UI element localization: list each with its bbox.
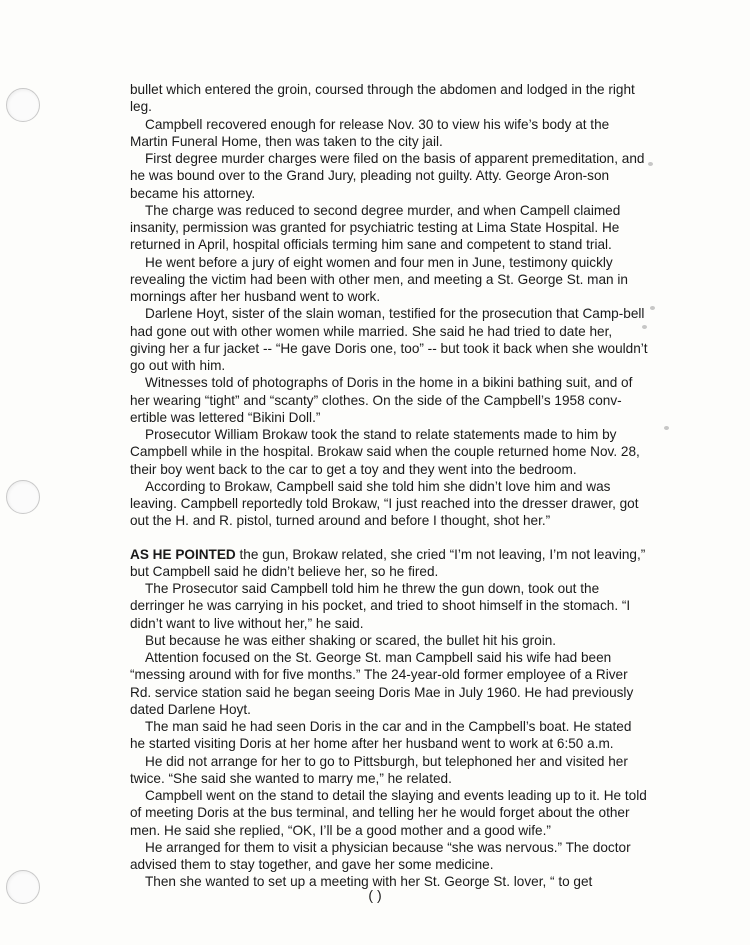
article-paragraph: According to Brokaw, Campbell said she told him she didn’t love him and was leaving. Campbell reportedly told Brokaw, “I just reached into the dresser drawer, got out the H. and R. pistol, turned around and before I thought, shot her.” — [130, 478, 639, 529]
punch-hole-top — [6, 88, 40, 122]
article-paragraph: He did not arrange for her to go to Pittsburgh, but telephoned her and visited her twice. “She said she wanted to marry me,” he related. — [130, 753, 628, 786]
article-paragraph-with-lead — [130, 546, 650, 581]
page-smudge — [650, 306, 655, 310]
article-paragraph: Attention focused on the St. George St. man Campbell said his wife had been “messing around with for five months.” The 24-year-old former employee of a River Rd. service station said he began seeing Doris Mae in July 1960. He had previously dated Darlene Hoyt. — [130, 650, 634, 717]
article-paragraph: Campbell recovered enough for release Nov. 30 to view his wife’s body at the Martin Funeral Home, then was taken to the city jail. — [130, 116, 610, 149]
article-body — [130, 81, 650, 891]
article-paragraph: Then she wanted to set up a meeting with her St. George St. lover, “ to get — [145, 874, 593, 890]
section-lead-in: AS HE POINTED — [130, 546, 236, 562]
article-paragraph: He arranged for them to visit a physician because “she was nervous.” The doctor advised them to stay together, and gave her some medicine. — [130, 839, 631, 872]
article-paragraph: But because he was either shaking or scared, the bullet hit his groin. — [145, 632, 557, 648]
article-paragraph: The man said he had seen Doris in the car and in the Campbell’s boat. He stated he started visiting Doris at her home after her husband went to work at 6:50 a.m. — [130, 719, 632, 752]
article-paragraph: bullet which entered the groin, coursed through the abdomen and lodged in the right leg. — [130, 82, 635, 115]
article-paragraph: He went before a jury of eight women and four men in June, testimony quickly revealing the victim had been with other men, and meeting a St. George St. man in mornings after her husband went to work. — [130, 254, 628, 304]
page-smudge — [664, 426, 669, 430]
article-paragraph: The Prosecutor said Campbell told him he threw the gun down, took out the derringer he was carrying in his pocket, and tried to shoot himself in the stomach. “I didn’t want to live without her,” he said. — [130, 581, 631, 631]
punch-hole-middle — [6, 480, 40, 514]
article-paragraph: The charge was reduced to second degree murder, and when Campell claimed insanity, permission was granted for psychiatric testing at Lima State Hospital. He returned in April, hospital officials terming him sane and competent to stand trial. — [130, 202, 621, 253]
article-paragraph: Campbell went on the stand to detail the slaying and events leading up to it. He told of meeting Doris at the bus terminal, and telling her he would forget about the other men. He said she replied, “OK, I’ll be a good mother and a good wife.” — [130, 788, 647, 838]
article-paragraph: Prosecutor William Brokaw took the stand to relate statements made to him by Campbell while in the hospital. Brokaw said when the couple returned home Nov. 28, their boy went back to the car to get a toy and they went into the bedroom. — [130, 427, 640, 477]
article-paragraph: First degree murder charges were filed on the basis of apparent premeditation, and he was bound over to the Grand Jury, pleading not guilty. Atty. George Aron-son became his attorney. — [130, 151, 645, 201]
paragraph-text: the gun, Brokaw related, she cried “I’m not leaving, I’m not leaving,” but Campbell said he didn’t believe her, so he fired. — [130, 546, 646, 579]
article-paragraph: Darlene Hoyt, sister of the slain woman, testified for the prosecution that Camp-bell had gone out with other women while married. She said he had tried to date her, giving her a fur jacket -- “He gave Doris one, too” -- but took it back when she wouldn’t go out with him. — [130, 306, 648, 373]
page-number: ( ) — [368, 887, 382, 903]
article-paragraph: Witnesses told of photographs of Doris in the home in a bikini bathing suit, and of her wearing “tight” and “scanty” clothes. On the side of the Campbell’s 1958 conv-ertible was lettered “Bikini Doll.” — [130, 375, 633, 425]
